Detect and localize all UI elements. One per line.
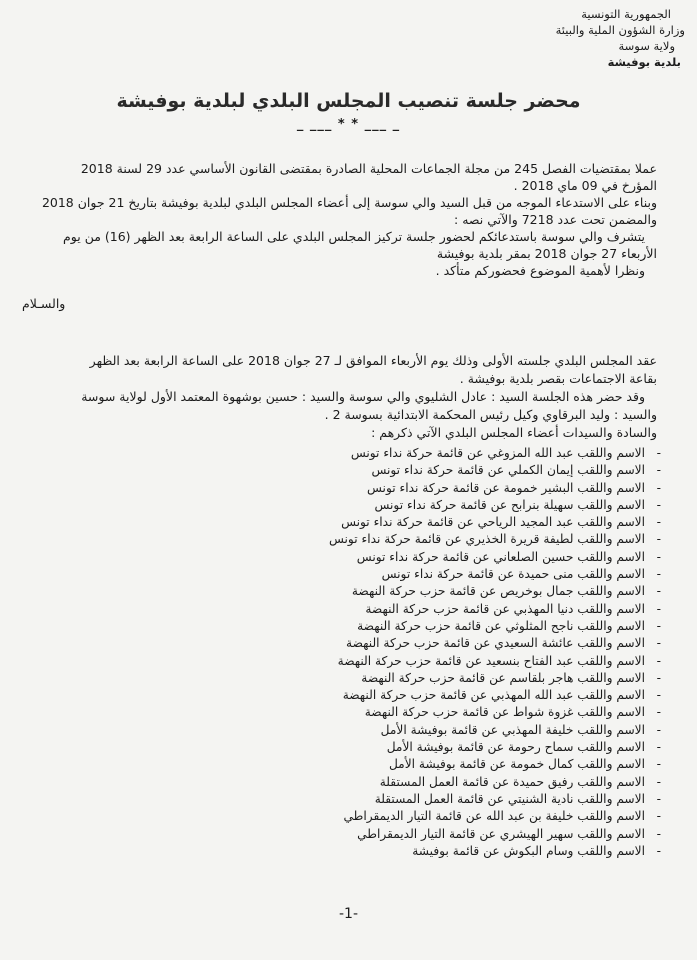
letterhead-ministry: وزارة الشؤون الملية والبيئة bbox=[555, 23, 685, 37]
page-number: -1- bbox=[338, 906, 358, 922]
list-item: - الاسم واللقب عبد الله المهذبي عن قائمة حزب حركة النهضة bbox=[241, 687, 661, 704]
list-item: - الاسم واللقب عبد الله المزوغي عن قائمة حركة نداء تونس bbox=[241, 445, 661, 462]
intro-line: الأربعاء 27 جوان 2018 بمقر بلدية بوفيشة bbox=[436, 246, 657, 261]
list-item: - الاسم واللقب عبد الفتاح بنسعيد عن قائمة حزب حركة النهضة bbox=[241, 653, 661, 670]
list-item: - الاسم واللقب رفيق حميدة عن قائمة العمل المستقلة bbox=[241, 774, 661, 791]
intro-line: المؤرخ في 09 ماي 2018 . bbox=[513, 178, 657, 193]
list-item: - الاسم واللقب عبد المجيد الرياحي عن قائمة حركة نداء تونس bbox=[241, 514, 661, 531]
session-paragraph bbox=[24, 352, 657, 442]
list-item: - الاسم واللقب هاجر بلقاسم عن قائمة حزب حركة النهضة bbox=[241, 670, 661, 687]
session-line: وقد حضر هذه الجلسة السيد : عادل الشليوي والي سوسة والسيد : حسين بوشهوة المعتمد الأول لولاية سوسة bbox=[81, 389, 645, 404]
session-line: والسيد : وليد البرقاوي وكيل رئيس المحكمة الابتدائية بسوسة 2 . bbox=[324, 407, 657, 422]
list-item: - الاسم واللقب نادية الشنيتي عن قائمة العمل المستقلة bbox=[241, 791, 661, 808]
session-line: بقاعة الاجتماعات بقصر بلدية بوفيشة . bbox=[459, 371, 657, 386]
letterhead-municipality: بلدية بوفيشة bbox=[607, 55, 681, 69]
list-item: - الاسم واللقب حسين الصلعاني عن قائمة حركة نداء تونس bbox=[241, 549, 661, 566]
list-item: - الاسم واللقب منى حميدة عن قائمة حركة نداء تونس bbox=[241, 566, 661, 583]
intro-paragraph bbox=[24, 160, 657, 279]
list-item: - الاسم واللقب لطيفة قريرة الخذيري عن قائمة حركة نداء تونس bbox=[241, 531, 661, 548]
intro-line: وبناء على الاستدعاء الموجه من قبل السيد والي سوسة إلى أعضاء المجلس البلدي لبلدية بوفيشة بتاريخ 21 جوان 2018 bbox=[41, 195, 657, 210]
letterhead bbox=[465, 6, 685, 70]
list-item: - الاسم واللقب دنيا المهذبي عن قائمة حزب حركة النهضة bbox=[241, 601, 661, 618]
list-item: - الاسم واللقب خليفة المهذبي عن قائمة بوفيشة الأمل bbox=[241, 722, 661, 739]
session-line: والسادة والسيدات أعضاء المجلس البلدي الآتي ذكرهم : bbox=[371, 425, 657, 440]
letterhead-governorate: ولاية سوسة bbox=[618, 39, 675, 53]
title-decoration: _ ___ * * ___ _ bbox=[296, 117, 401, 132]
list-item: - الاسم واللقب ناجح المثلوثي عن قائمة حزب حركة النهضة bbox=[241, 618, 661, 635]
closing-salutation: والسـلام bbox=[22, 296, 66, 311]
list-item: - الاسم واللقب عائشة السعيدي عن قائمة حزب حركة النهضة bbox=[241, 635, 661, 652]
list-item: - الاسم واللقب غزوة شواط عن قائمة حزب حركة النهضة bbox=[241, 704, 661, 721]
list-item: - الاسم واللقب سهير الهيشري عن قائمة التيار الديمقراطي bbox=[241, 826, 661, 843]
list-item: - الاسم واللقب البشير خمومة عن قائمة حركة نداء تونس bbox=[241, 480, 661, 497]
letterhead-republic: الجمهورية التونسية bbox=[581, 7, 671, 21]
intro-line: والمضمن تحت عدد 7218 والآتي نصه : bbox=[454, 212, 657, 227]
list-item: - الاسم واللقب كمال خمومة عن قائمة بوفيشة الأمل bbox=[241, 756, 661, 773]
members-list bbox=[241, 445, 661, 860]
page-title: محضر جلسة تنصيب المجلس البلدي لبلدية بوفيشة bbox=[116, 90, 581, 112]
list-item: - الاسم واللقب إيمان الكملي عن قائمة حركة نداء تونس bbox=[241, 462, 661, 479]
session-line: عقد المجلس البلدي جلسته الأولى وذلك يوم الأربعاء الموافق لـ 27 جوان 2018 على الساعة الرابعة بعد الظهر bbox=[89, 353, 657, 368]
list-item: - الاسم واللقب سماح رحومة عن قائمة بوفيشة الأمل bbox=[241, 739, 661, 756]
list-item: - الاسم واللقب خليفة بن عبد الله عن قائمة التيار الديمقراطي bbox=[241, 808, 661, 825]
list-item: - الاسم واللقب جمال بوخريص عن قائمة حزب حركة النهضة bbox=[241, 583, 661, 600]
list-item: - الاسم واللقب سهيلة بنرابح عن قائمة حركة نداء تونس bbox=[241, 497, 661, 514]
intro-line: يتشرف والي سوسة باستدعائكم لحضور جلسة تركيز المجلس البلدي على الساعة الرابعة بعد الظهر (16) من يوم bbox=[63, 229, 645, 244]
intro-line: ونظرا لأهمية الموضوع فحضوركم متأكد . bbox=[435, 263, 645, 278]
intro-line: عملا بمقتضيات الفصل 245 من مجلة الجماعات المحلية الصادرة بمقتضى القانون الأساسي عدد 29 لسنة 2018 bbox=[80, 161, 657, 176]
list-item: - الاسم واللقب وسام البكوش عن قائمة بوفيشة bbox=[241, 843, 661, 860]
